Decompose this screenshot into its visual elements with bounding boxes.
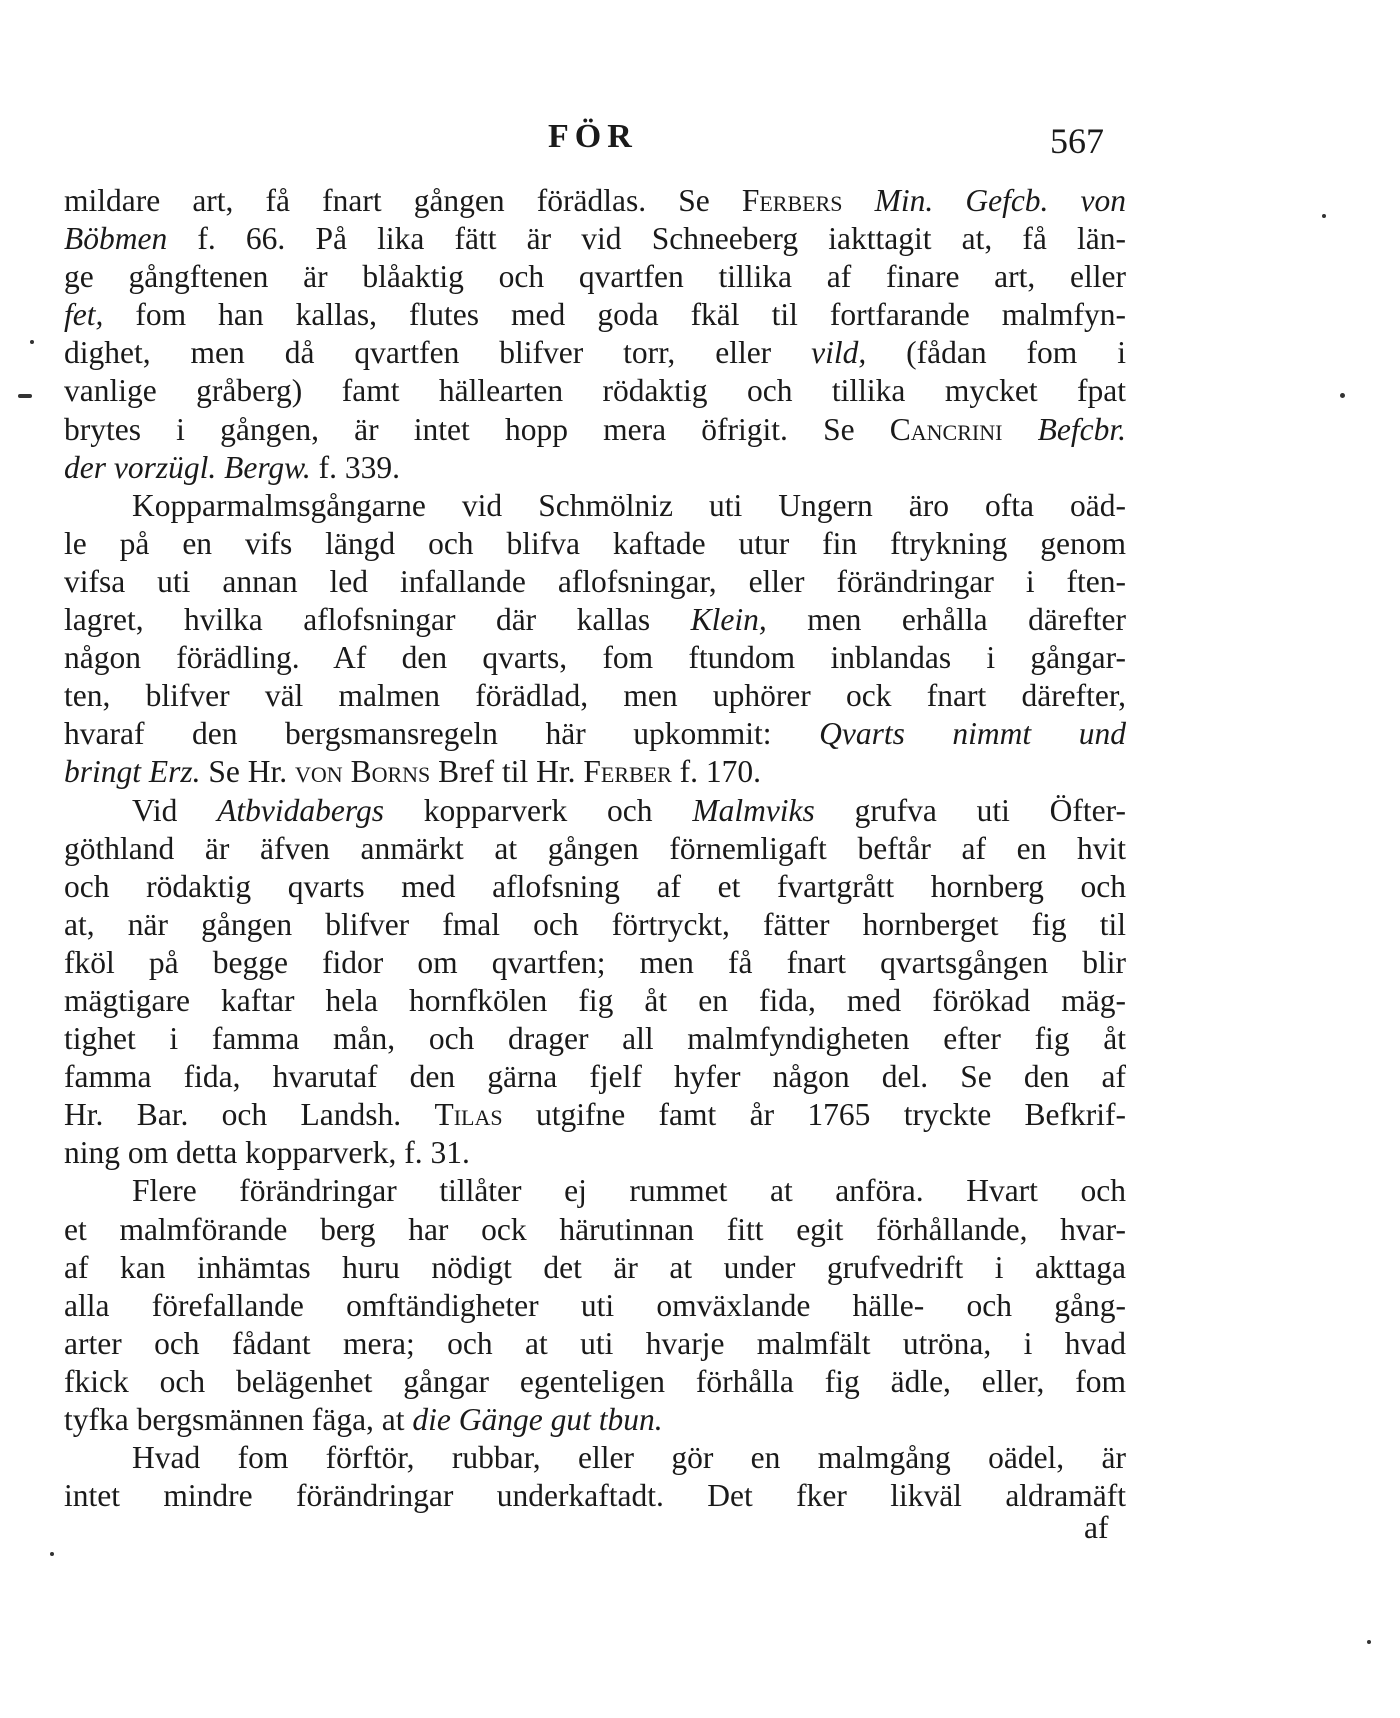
text-run: Hvad fom förftör, rubbar, eller gör en malmgång oädel, är: [132, 1440, 1126, 1476]
text-line: [64, 220, 1126, 258]
text-run: fet,: [64, 297, 104, 333]
text-run: tyfka bergsmännen fäga, at: [64, 1402, 413, 1437]
text-line: [64, 334, 1126, 372]
page-number: 567: [1050, 121, 1104, 161]
text-run: hvaraf den bergsmansregeln här upkommit:: [64, 716, 820, 752]
text-line: [64, 487, 1126, 525]
text-line: [64, 830, 1126, 868]
text-run: alla förefallande omftändigheter uti omväxlande hälle- och gång-: [64, 1287, 1126, 1323]
text-run: någon förädling. Af den qvarts, fom ftundom inblandas i gångar-: [64, 640, 1126, 676]
text-run: intet mindre förändringar underkaftadt. Det fker likväl aldramäft: [64, 1478, 1126, 1514]
text-run: kopparverk och: [383, 792, 693, 828]
text-line: [64, 1020, 1126, 1058]
body-text: [64, 182, 1126, 1515]
text-run: lagret, hvilka aflofsningar där kallas: [64, 602, 691, 638]
text-run: (fådan fom i: [866, 335, 1126, 371]
text-run: af kan inhämtas huru nödigt det är at under grufvedrift i akttaga: [64, 1249, 1126, 1285]
text-line: [64, 1058, 1126, 1096]
text-run: utgifne famt år 1765 tryckte Befkrif-: [502, 1097, 1126, 1133]
text-run: von Borns: [295, 754, 431, 790]
scan-speck: [1340, 393, 1345, 398]
scan-speck: [1322, 214, 1326, 218]
text-line: [64, 1134, 1126, 1172]
text-run: fköl på begge fidor om qvartfen; men få fnart qvartsgången blir: [64, 944, 1126, 980]
text-run: et malmförande berg har ock härutinnan fitt egit förhållande, hvar-: [64, 1211, 1126, 1247]
text-run: brytes i gången, är intet hopp mera öfrigit. Se: [64, 411, 890, 447]
text-run: Cancrini: [889, 411, 1003, 447]
text-run: Böbmen: [64, 221, 168, 257]
text-line: [64, 715, 1126, 753]
text-line: [64, 1439, 1126, 1477]
text-line: [64, 1401, 1126, 1439]
text-run: vifsa uti annan led infallande aflofsningar, eller förändringar i ften-: [64, 563, 1126, 599]
text-run: Flere förändringar tillåter ej rummet at anföra. Hvart och: [132, 1173, 1126, 1209]
text-run: Se Hr.: [200, 754, 296, 790]
text-run: f. 339.: [310, 449, 400, 485]
text-run: Vid: [132, 792, 218, 828]
running-head: [0, 118, 1400, 168]
text-run: Ferber: [583, 754, 672, 790]
text-run: Malmviks: [692, 792, 815, 828]
text-run: men erhålla därefter: [766, 602, 1126, 638]
text-run: vanlige gråberg) famt hällearten rödaktig och tillika mycket fpat: [64, 373, 1126, 409]
text-run: mildare art, få fnart gången förädlas. Se: [64, 183, 742, 218]
text-run: dighet, men då qvartfen blifver torr, eller: [64, 335, 812, 371]
text-run: mägtigare kaftar hela hornfkölen fig åt en fida, med förökad mäg-: [64, 982, 1126, 1018]
text-run: Bref til Hr.: [430, 754, 584, 790]
text-line: [64, 753, 1126, 791]
text-run: die Gänge gut tbun.: [412, 1402, 663, 1437]
text-run: Befcbr.: [1037, 411, 1126, 447]
text-run: vild,: [811, 335, 867, 371]
text-run: arter och fådant mera; och at uti hvarje malmfält utröna, i hvad: [64, 1325, 1126, 1361]
text-line: [64, 1363, 1126, 1401]
text-line: [64, 563, 1126, 601]
text-run: ten, blifver väl malmen förädlad, men uphörer ock fnart därefter,: [64, 678, 1126, 714]
scan-speck: [18, 394, 32, 398]
text-run: f. 66. På lika fätt är vid Schneeberg iakttagit at, få län-: [167, 221, 1126, 257]
text-run: Tilas: [434, 1097, 503, 1133]
text-line: [64, 182, 1126, 220]
scan-speck: [50, 1552, 54, 1556]
text-line: [64, 258, 1126, 296]
text-run: le på en vifs längd och blifva kaftade utur fin ftrykning genom: [64, 525, 1126, 561]
text-line: [64, 1096, 1126, 1134]
text-run: [1002, 412, 1037, 447]
text-line: [64, 1287, 1126, 1325]
text-run: at, när gången blifver fmal och förtryckt, fätter hornberget fig til: [64, 906, 1126, 942]
scan-speck: [1367, 1640, 1371, 1644]
text-run: fkick och belägenhet gångar egenteligen förhålla fig ädle, eller, fom: [64, 1363, 1126, 1399]
text-line: [64, 792, 1126, 830]
text-run: ge gångftenen är blåaktig och qvartfen tillika af finare art, eller: [64, 259, 1126, 295]
text-line: [64, 944, 1126, 982]
text-line: [64, 677, 1126, 715]
text-run: f. 170.: [671, 754, 762, 790]
text-line: [64, 868, 1126, 906]
text-run: tighet i famma mån, och drager all malmfyndigheten efter fig åt: [64, 1021, 1126, 1057]
text-run: Qvarts nimmt und: [819, 716, 1126, 752]
text-run: Min. Gefcb. von: [874, 183, 1127, 218]
text-line: [64, 411, 1126, 449]
text-run: Kopparmalmsgångarne vid Schmölniz uti Ungern äro ofta oäd-: [132, 487, 1126, 523]
text-run: och rödaktig qvarts med aflofsning af et fvartgrått hornberg och: [64, 868, 1126, 904]
text-run: ning om detta kopparverk, f. 31.: [64, 1135, 470, 1171]
text-run: Hr. Bar. och Landsh.: [64, 1097, 435, 1133]
text-line: [64, 1249, 1126, 1287]
text-line: [64, 982, 1126, 1020]
text-line: [64, 1211, 1126, 1249]
scan-speck: [30, 340, 34, 344]
text-run: der vorzügl. Bergw.: [64, 449, 311, 485]
text-line: [64, 296, 1126, 334]
text-run: Ferbers: [741, 183, 843, 218]
text-run: famma fida, hvarutaf den gärna fjelf hyfer någon del. Se den af: [64, 1059, 1126, 1095]
text-line: [64, 1172, 1126, 1210]
text-line: [64, 639, 1126, 677]
text-run: grufva uti Öfter-: [814, 792, 1126, 828]
text-run: göthland är äfven anmärkt at gången förnemligaft beftår af en hvit: [64, 830, 1126, 866]
text-line: [64, 1477, 1126, 1515]
text-run: Klein,: [690, 602, 767, 638]
catchword: af: [1084, 1510, 1109, 1545]
text-line: [64, 449, 1126, 487]
text-line: [64, 601, 1126, 639]
running-head-title: FÖR: [548, 118, 638, 155]
text-line: [64, 525, 1126, 563]
text-run: Atbvidabergs: [217, 792, 384, 828]
text-line: [64, 1325, 1126, 1363]
text-run: fom han kallas, flutes med goda fkäl til fortfarande malmfyn-: [103, 297, 1126, 333]
text-line: [64, 906, 1126, 944]
text-line: [64, 372, 1126, 410]
text-run: [842, 183, 874, 218]
text-run: bringt Erz.: [64, 754, 201, 790]
